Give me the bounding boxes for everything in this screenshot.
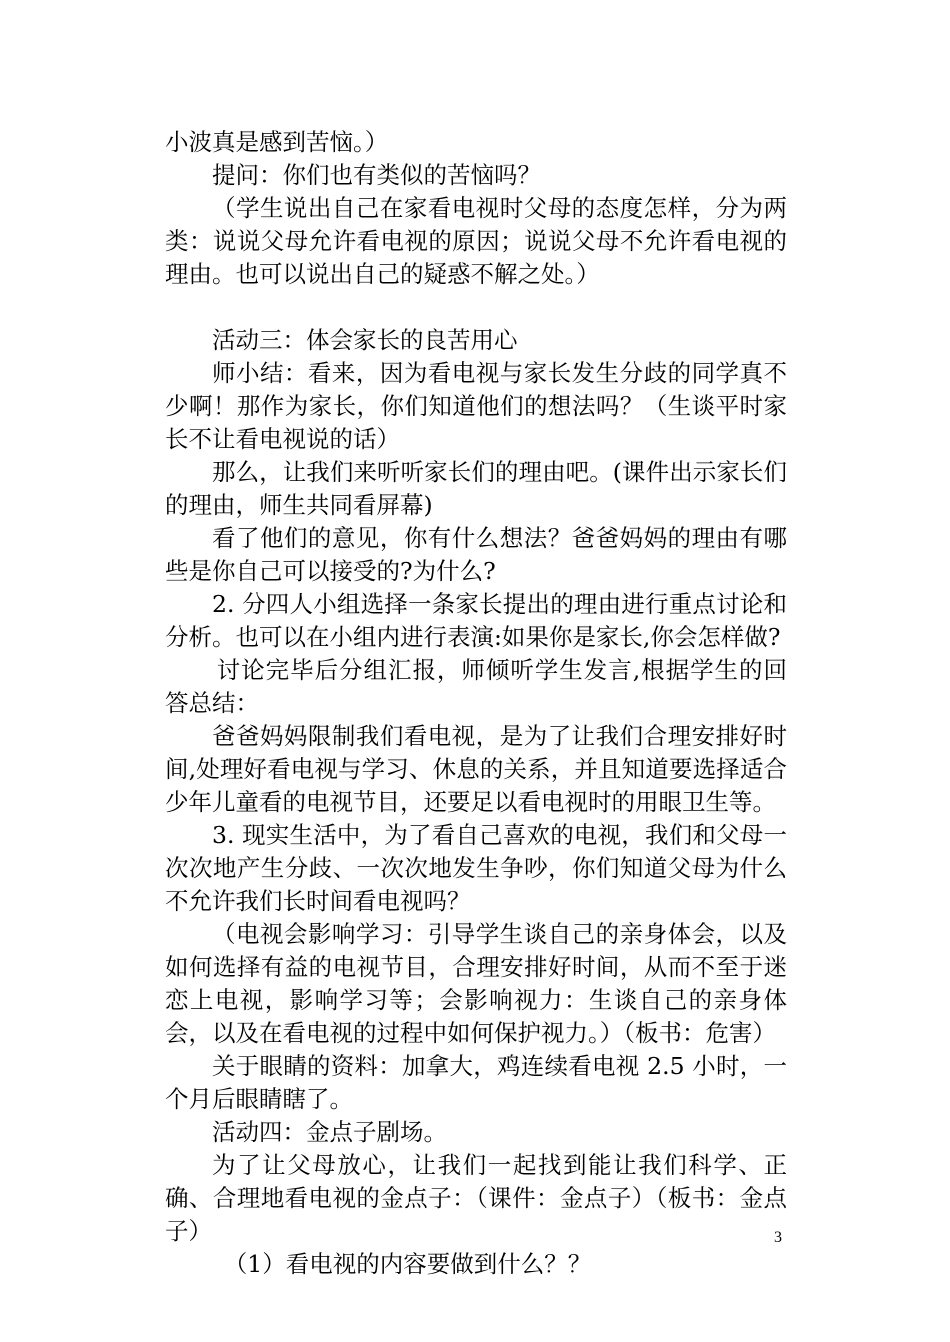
paragraph-15: 为了让父母放心，让我们一起找到能让我们科学、正确、合理地看电视的金点子：（课件：金点子）（板书：金点子） [165, 1151, 787, 1245]
body-text [165, 126, 787, 1281]
paragraph-8: 2. 分四人小组选择一条家长提出的理由进行重点讨论和分析。也可以在小组内进行表演:如果你是家长,你会怎样做? [165, 590, 787, 651]
paragraph-13: 关于眼睛的资料：加拿大，鸡连续看电视 2.5 小时，一个月后眼睛瞎了。 [165, 1052, 787, 1113]
blank-line [165, 291, 787, 324]
page-number: 3 [774, 1229, 782, 1246]
paragraph-9: 讨论完毕后分组汇报，师倾听学生发言,根据学生的回答总结： [165, 656, 787, 717]
paragraph-12: （电视会影响学习：引导学生谈自己的亲身体会，以及如何选择有益的电视节目，合理安排好时间，从而不至于迷恋上电视，影响学习等；会影响视力：生谈自己的亲身体会，以及在看电视的过程中如何保护视力。）（板书：危害） [165, 920, 787, 1047]
paragraph-3: （学生说出自己在家看电视时父母的态度怎样，分为两类：说说父母允许看电视的原因；说说父母不允许看电视的理由。也可以说出自己的疑惑不解之处。） [165, 194, 787, 288]
paragraph-16: （1）看电视的内容要做到什么？？ [223, 1250, 592, 1278]
paragraph-1: 小波真是感到苦恼。） [165, 128, 389, 156]
paragraph-6: 那么，让我们来听听家长们的理由吧。(课件出示家长们的理由，师生共同看屏幕) [165, 458, 787, 519]
paragraph-2: 提问：你们也有类似的苦恼吗？ [212, 161, 541, 189]
paragraph-7: 看了他们的意见，你有什么想法？爸爸妈妈的理由有哪些是你自己可以接受的?为什么? [165, 524, 787, 585]
paragraph-11: 3. 现实生活中，为了看自己喜欢的电视，我们和父母一次次地产生分歧、一次次地发生争吵，你们知道父母为什么不允许我们长时间看电视吗？ [165, 821, 787, 915]
activity-three-heading: 活动三：体会家长的良苦用心 [212, 326, 518, 354]
activity-four-heading: 活动四：金点子剧场。 [212, 1118, 447, 1146]
paragraph-10: 爸爸妈妈限制我们看电视，是为了让我们合理安排好时间,处理好看电视与学习、休息的关系，并且知道要选择适合少年儿童看的电视节目，还要足以看电视时的用眼卫生等。 [165, 722, 787, 816]
paragraph-5: 师小结：看来，因为看电视与家长发生分歧的同学真不少啊！那作为家长，你们知道他们的想法吗？（生谈平时家长不让看电视说的话） [165, 359, 787, 453]
